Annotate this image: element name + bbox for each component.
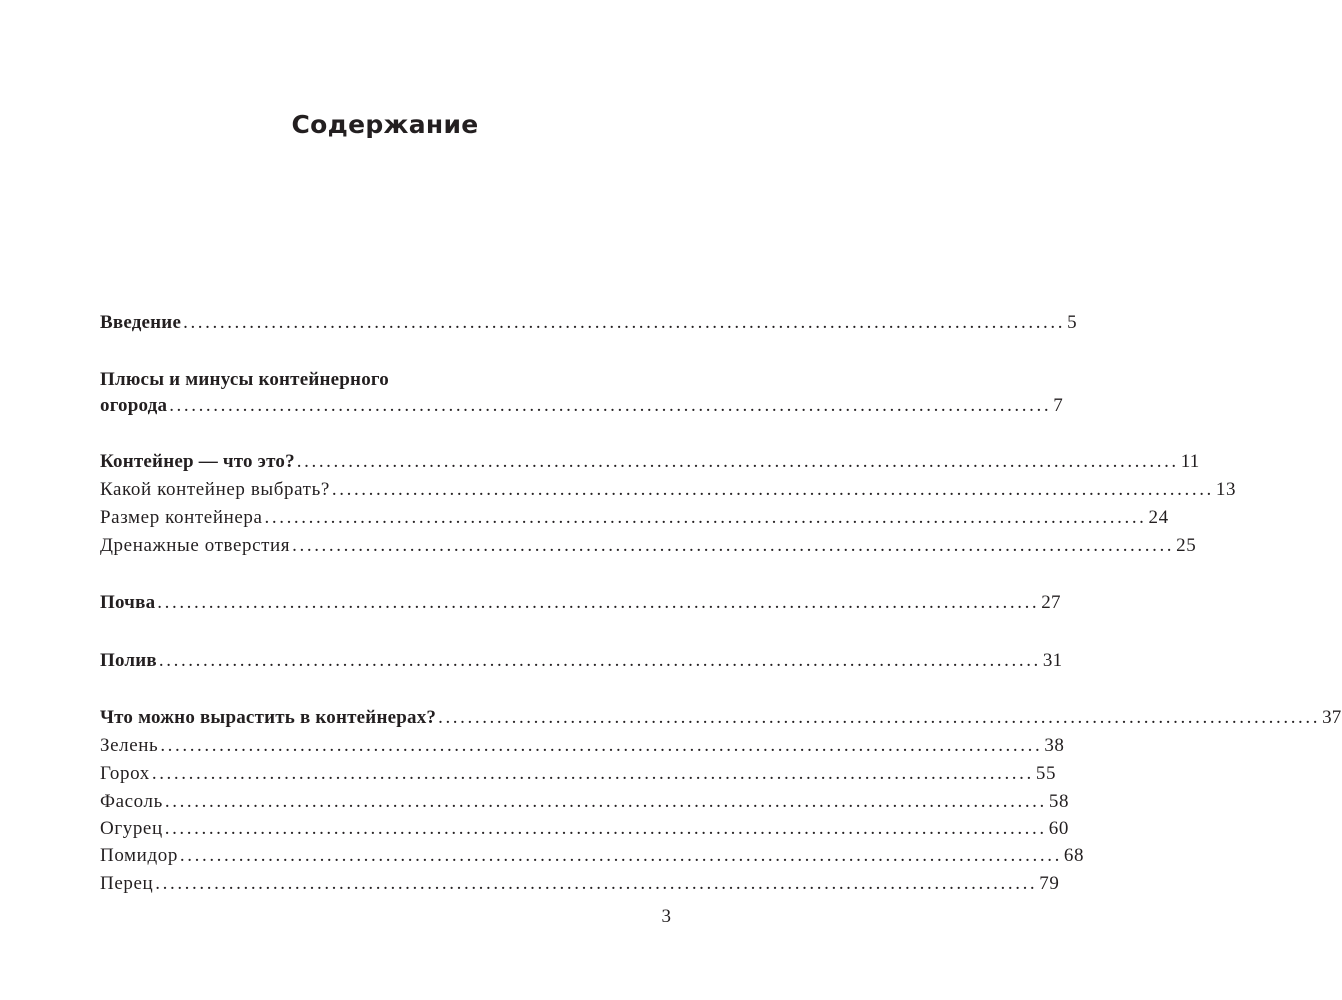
dot-leader: ........................................................................................................................: [264, 507, 1147, 528]
toc-entry-page: 7: [1053, 395, 1063, 416]
toc-entry-label: Дренажные отверстия: [100, 535, 291, 556]
toc-entry-page: 13: [1215, 479, 1237, 500]
page-number: 3: [661, 906, 671, 927]
dot-leader: ........................................................................................................................: [151, 763, 1034, 784]
toc-entry-page: 11: [1180, 451, 1200, 472]
toc-entry-page: 55: [1035, 763, 1057, 784]
toc-entry-greens[interactable]: [100, 733, 1065, 759]
dot-leader: ........................................................................................................................: [438, 707, 1321, 728]
dot-leader: ........................................................................................................................: [292, 535, 1175, 556]
toc-entry-label: Полив: [100, 650, 157, 671]
toc-entry-pepper[interactable]: [100, 871, 1060, 897]
toc-entry-label: Перец: [100, 873, 154, 894]
toc-entry-cucumber[interactable]: [100, 816, 1069, 842]
toc-entry-label: Контейнер — что это?: [100, 451, 295, 472]
toc-entry-label: Что можно вырастить в контейнерах?: [100, 707, 437, 728]
toc-entry-what-to-grow[interactable]: [100, 705, 1342, 731]
toc-entry-label: Помидор: [100, 845, 178, 866]
toc-entry-container[interactable]: [100, 449, 1200, 475]
page-title: Содержание: [291, 110, 479, 139]
toc-entry-label: Зелень: [100, 735, 159, 756]
toc-entry-choose-container[interactable]: [100, 477, 1237, 503]
toc-entry-label: Размер контейнера: [100, 507, 263, 528]
toc-entry-tomato[interactable]: [100, 843, 1085, 869]
toc-entry-label: Огурец: [100, 818, 163, 839]
toc-entry-label: огорода: [100, 395, 168, 416]
dot-leader: ........................................................................................................................: [183, 312, 1066, 333]
toc-entry-page: 27: [1041, 592, 1061, 613]
dot-leader: ........................................................................................................................: [169, 395, 1052, 416]
dot-leader: ........................................................................................................................: [296, 451, 1179, 472]
toc-entry-page: 60: [1048, 818, 1069, 839]
toc-entry-pros-cons-line1[interactable]: [100, 367, 671, 393]
toc-entry-page: 68: [1063, 845, 1085, 866]
toc-entry-label: Какой контейнер выбрать?: [100, 479, 330, 500]
toc-entry-page: 79: [1039, 873, 1060, 894]
toc-entry-label: Фасоль: [100, 791, 163, 812]
toc-entry-label: Плюсы и минусы контейнерного: [100, 369, 389, 390]
dot-leader: ........................................................................................................................: [164, 791, 1047, 812]
toc-entry-introduction[interactable]: [100, 310, 1077, 336]
toc-entry-pros-cons[interactable]: [100, 393, 1063, 419]
dot-leader: ........................................................................................................................: [160, 735, 1043, 756]
toc-entry-page: 25: [1176, 535, 1197, 556]
toc-entry-beans[interactable]: [100, 789, 1070, 815]
toc-entry-label: Горох: [100, 763, 150, 784]
dot-leader: ........................................................................................................................: [155, 873, 1038, 894]
toc-entry-page: 24: [1148, 507, 1169, 528]
dot-leader: ........................................................................................................................: [179, 845, 1062, 866]
dot-leader: ........................................................................................................................: [157, 592, 1040, 613]
toc-entry-page: 37: [1322, 707, 1342, 728]
dot-leader: ........................................................................................................................: [164, 818, 1047, 839]
dot-leader: ........................................................................................................................: [331, 479, 1214, 500]
toc-entry-label: Введение: [100, 312, 182, 333]
toc-entry-peas[interactable]: [100, 761, 1057, 787]
toc-entry-watering[interactable]: [100, 648, 1063, 674]
toc-entry-page: 38: [1044, 735, 1065, 756]
toc-entry-page: 31: [1042, 650, 1063, 671]
toc-entry-page: 58: [1048, 791, 1070, 812]
toc-entry-container-size[interactable]: [100, 505, 1169, 531]
toc-entry-drainage[interactable]: [100, 533, 1197, 559]
toc-entry-label: Почва: [100, 592, 156, 613]
toc-entry-soil[interactable]: [100, 590, 1061, 616]
dot-leader: ........................................................................................................................: [158, 650, 1041, 671]
toc-entry-page: 5: [1067, 312, 1077, 333]
